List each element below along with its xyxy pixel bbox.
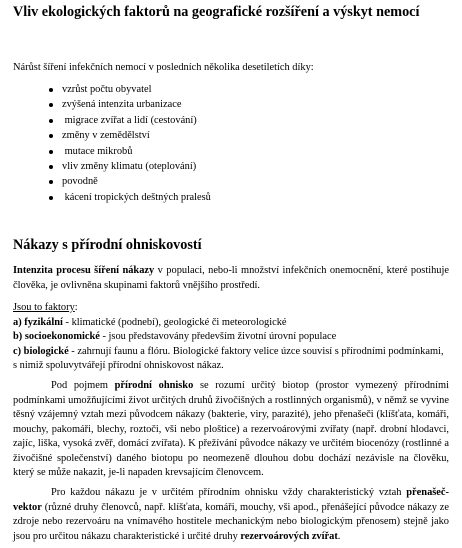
list-item: vliv změny klimatu (oteplování) bbox=[0, 159, 211, 174]
bold-term: přenašeč-vektor bbox=[13, 487, 449, 513]
bullet-icon bbox=[49, 165, 53, 169]
list-item: vzrůst počtu obyvatel bbox=[0, 82, 211, 97]
bullet-icon bbox=[49, 196, 53, 200]
bullet-icon bbox=[49, 88, 53, 92]
list-item: povodně bbox=[0, 174, 211, 189]
bold-term: Intenzita procesu šíření nákazy bbox=[13, 265, 155, 276]
bullet-icon bbox=[49, 134, 53, 138]
bullet-icon bbox=[49, 180, 53, 184]
factors-block: Jsou to faktory: a) fyzikální - klimatické (podnebí), geologické či meteorologické b) socioekonomické - jsou představovány především životní úrovní populace c) biologické - zahrnují faunu a flóru. Biologické faktory velice úzce souvisí s přírodními podmínkami, s nimiž spoluvytvářejí přírodní ohniskovost nákaz. bbox=[13, 302, 444, 371]
bold-term: přírodní ohnisko bbox=[114, 380, 194, 391]
vector-paragraph: Pro každou nákazu je v určitém přírodním ohnisku vždy charakteristický vztah přenašeč-vektor (různé druhy členovců, např. klíšťata, komáři, mouchy, vši apod., přenášející původce nákazy ze zdroje nebo rezervoáru na vnímavého hostitele mechanickým nebo biologickým přenosem) stejně jako jsou pro určitou nákazu charakteristické i určité druhy rezervoárových zvířat. bbox=[13, 487, 449, 542]
bold-term: rezervoárových zvířat bbox=[240, 530, 338, 542]
factor-a-label: a) fyzikální bbox=[13, 316, 63, 328]
factor-bullet-list bbox=[0, 82, 211, 205]
list-item: změny v zemědělství bbox=[0, 128, 211, 143]
list-item: mutace mikrobů bbox=[0, 144, 211, 159]
list-item: zvýšená intenzita urbanizace bbox=[0, 97, 211, 112]
document-heading: Vliv ekologických faktorů na geografické rozšíření a výskyt nemocí bbox=[13, 4, 420, 20]
natural-focus-paragraph: Pod pojmem přírodní ohnisko se rozumí určitý biotop (prostor vymezený přírodními podmínkami umožňujícími život určitých druhů živočišných a rostlinných organismů), v němž se vyvine těsný vzájemný vztah mezi původcem nákazy (bakterie, viry, parazité), jeho přenašeči (klíšťata, komáři, mouchy, pakomáři, blechy, roztoči, vši nebo ploštice) a rezervoárovými zvířaty (např. drobní hlodavci, zajíc, liška, vysoká zvěř, domácí zvířata). K přežívání původce nákazy ve určitém biocenózy (rostlinné a živočišné společenství) daného biotopu po neomezeně dlouhou dobu dochází nezávisle na člověku, který se může nakazit, je-li napaden krevsajícím členovcem. bbox=[13, 380, 449, 478]
bullet-icon bbox=[49, 103, 53, 107]
list-item: migrace zvířat a lidí (cestování) bbox=[0, 113, 211, 128]
factors-title: Jsou to faktory bbox=[13, 302, 75, 313]
bullet-icon bbox=[49, 119, 53, 123]
section-heading: Nákazy s přírodní ohniskovostí bbox=[13, 237, 202, 253]
bullet-icon bbox=[49, 150, 53, 154]
factor-b-label: b) socioekonomické bbox=[13, 331, 100, 342]
factor-c-label: c) biologické bbox=[13, 345, 69, 357]
intro-paragraph: Nárůst šíření infekčních nemocí v posledních několika desetiletích díky: bbox=[13, 62, 314, 73]
list-item: kácení tropických deštných pralesů bbox=[0, 190, 211, 205]
intensity-paragraph: Intenzita procesu šíření nákazy v populaci, nebo-li množství infekčních onemocnění, které postihuje člověka, je ovlivněna skupinami faktorů vnějšího prostředí. bbox=[13, 265, 449, 291]
